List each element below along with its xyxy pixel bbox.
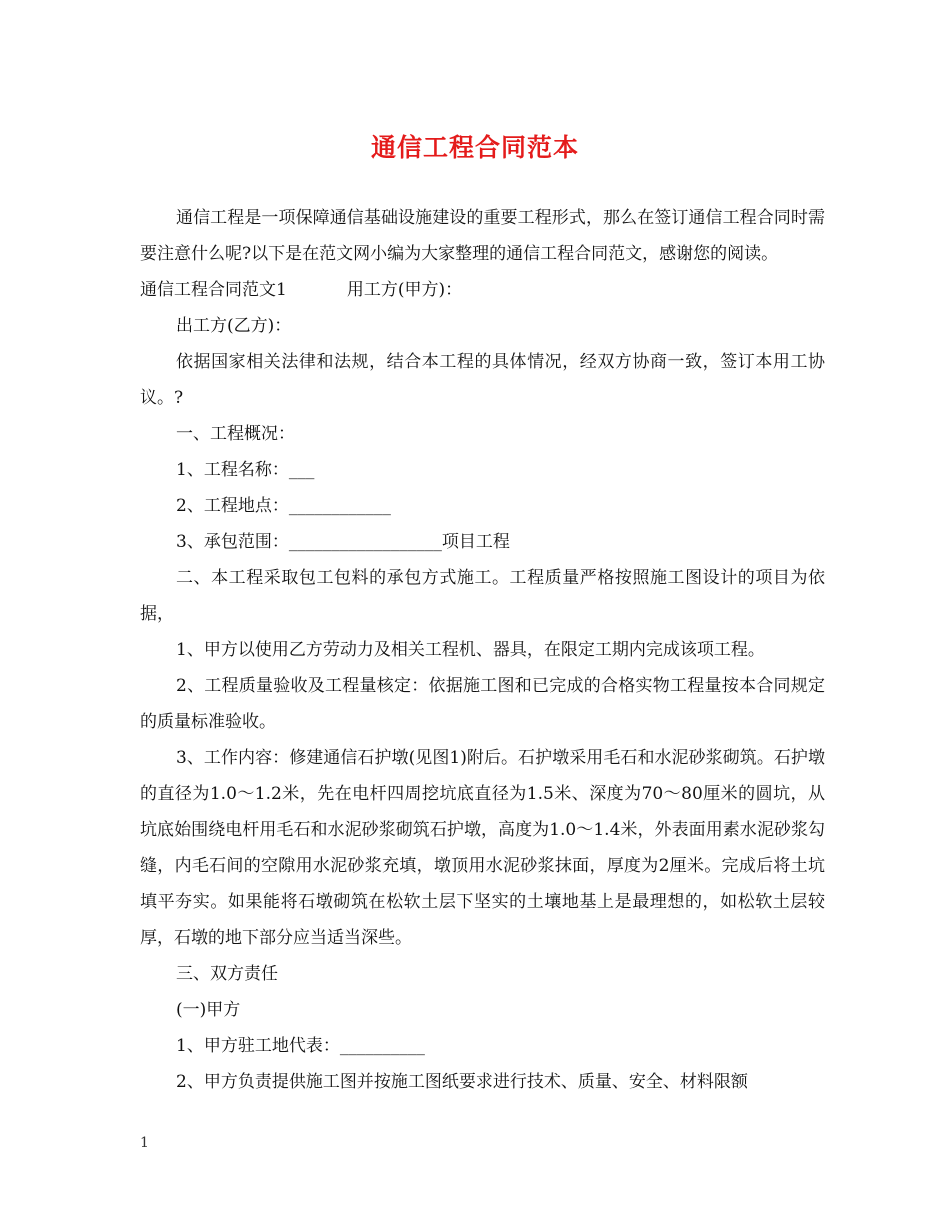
responsibilities-heading: 三、双方责任 bbox=[176, 964, 278, 984]
document-body bbox=[140, 200, 825, 1100]
site-representative-line: 1、甲方驻工地代表：__________ bbox=[176, 1036, 425, 1056]
work-content-clause: 3、工作内容：修建通信石护墩(见图1)附后。石护墩采用毛石和水泥砂浆砌筑。石护墩的直径为1.0～1.2米，先在电杆四周挖坑底直径为1.5米、深度为70～80厘米的圆坑，从坑底始围绕电杆用毛石和水泥砂浆砌筑石护墩，高度为1.0～1.4米，外表面用素水泥砂浆勾缝，内毛石间的空隙用水泥砂浆充填，墩顶用水泥砂浆抹面，厚度为2厘米。完成后将土坑填平夯实。如果能将石墩砌筑在松软土层下坚实的土壤地基上是最理想的，如松软土层较厚，石墩的地下部分应当适当深些。 bbox=[140, 748, 825, 948]
quality-acceptance-clause: 2、工程质量验收及工程量核定：依据施工图和已完成的合格实物工程量按本合同规定的质量标准验收。 bbox=[140, 676, 825, 732]
labor-clause: 1、甲方以使用乙方劳动力及相关工程机、器具，在限定工期内完成该项工程。 bbox=[176, 640, 765, 660]
page-title: 通信工程合同范本 bbox=[370, 133, 579, 162]
party-a-heading: (一)甲方 bbox=[176, 1000, 241, 1020]
project-name-line: 1、工程名称：___ bbox=[176, 460, 315, 480]
party-a-label: 用工方(甲方)： bbox=[346, 280, 463, 300]
contract-sample-label: 通信工程合同范文1 bbox=[140, 280, 287, 300]
agreement-paragraph: 依据国家相关法律和法规，结合本工程的具体情况，经双方协商一致，签订本用工协议。? bbox=[140, 352, 825, 408]
drawings-responsibility-line: 2、甲方负责提供施工图并按施工图纸要求进行技术、质量、安全、材料限额 bbox=[176, 1072, 748, 1092]
contract-scope-line: 3、承包范围：__________________项目工程 bbox=[176, 532, 510, 552]
section-heading-line bbox=[140, 272, 825, 308]
page-number: 1 bbox=[140, 1135, 149, 1151]
contract-method-paragraph: 二、本工程采取包工包料的承包方式施工。工程质量严格按照施工图设计的项目为依据， bbox=[140, 568, 825, 624]
intro-paragraph: 通信工程是一项保障通信基础设施建设的重要工程形式，那么在签订通信工程合同时需要注意什么呢?以下是在范文网小编为大家整理的通信工程合同范文，感谢您的阅读。 bbox=[140, 208, 825, 264]
section-overview-heading: 一、工程概况： bbox=[176, 424, 295, 444]
project-location-line: 2、工程地点：____________ bbox=[176, 496, 391, 516]
party-b-label: 出工方(乙方)： bbox=[176, 316, 292, 336]
